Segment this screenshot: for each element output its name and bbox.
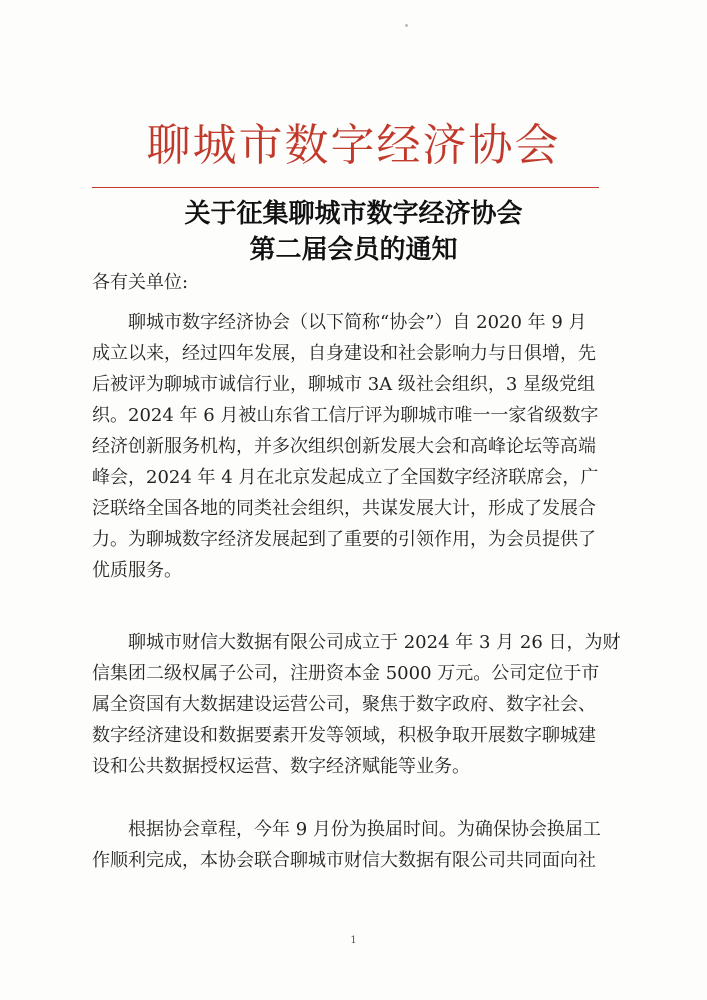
paragraph-line: 峰会，2024 年 4 月在北京发起成立了全国数字经济联席会，广 (92, 467, 599, 488)
paragraph-line: 泛联络全国各地的同类社会组织，共谋发展大计，形成了发展合 (92, 498, 596, 519)
title-line-2: 第二届会员的通知 (249, 235, 458, 265)
paragraph-2 (92, 627, 621, 782)
paragraph-line: 聊城市数字经济协会（以下简称“协会”）自 2020 年 9 月 (128, 312, 587, 333)
paragraph-line: 信集团二级权属子公司，注册资本金 5000 万元。公司定位于市 (92, 663, 600, 684)
paragraph-3 (92, 814, 612, 876)
paragraph-line: 后被评为聊城市诚信行业，聊城市 3A 级社会组织，3 星级党组 (92, 374, 596, 395)
paragraph-1 (92, 307, 612, 586)
organization-letterhead: 聊城市数字经济协会 (146, 120, 561, 171)
paragraph-line: 优质服务。 (92, 560, 182, 581)
scan-dot (405, 24, 408, 27)
paragraph-line: 设和公共数据授权运营、数字经济赋能等业务。 (92, 756, 470, 777)
paragraph-line: 成立以来，经过四年发展，自身建设和社会影响力与日俱增，先 (92, 343, 596, 364)
paragraph-line: 织。2024 年 6 月被山东省工信厅评为聊城市唯一一家省级数字 (92, 405, 599, 426)
paragraph-line: 数字经济建设和数据要素开发等领域，积极争取开展数字聊城建 (92, 725, 596, 746)
paragraph-line: 力。为聊城数字经济发展起到了重要的引领作用，为会员提供了 (92, 529, 596, 550)
salutation: 各有关单位: (92, 272, 189, 293)
paragraph-line: 属全资国有大数据建设运营公司，聚焦于数字政府、数字社会、 (92, 694, 596, 715)
letterhead-divider (92, 187, 599, 188)
paragraph-line: 作顺利完成，本协会联合聊城市财信大数据有限公司共同面向社 (92, 850, 596, 871)
page-number: 1 (350, 935, 357, 946)
paragraph-line: 经济创新服务机构，并多次组织创新发展大会和高峰论坛等高端 (92, 436, 596, 457)
paragraph-line: 根据协会章程，今年 9 月份为换届时间。为确保协会换届工 (128, 819, 601, 840)
document-title (0, 196, 707, 268)
paragraph-line: 聊城市财信大数据有限公司成立于 2024 年 3 月 26 日，为财 (128, 632, 621, 653)
title-line-1: 关于征集聊城市数字经济协会 (184, 199, 523, 229)
